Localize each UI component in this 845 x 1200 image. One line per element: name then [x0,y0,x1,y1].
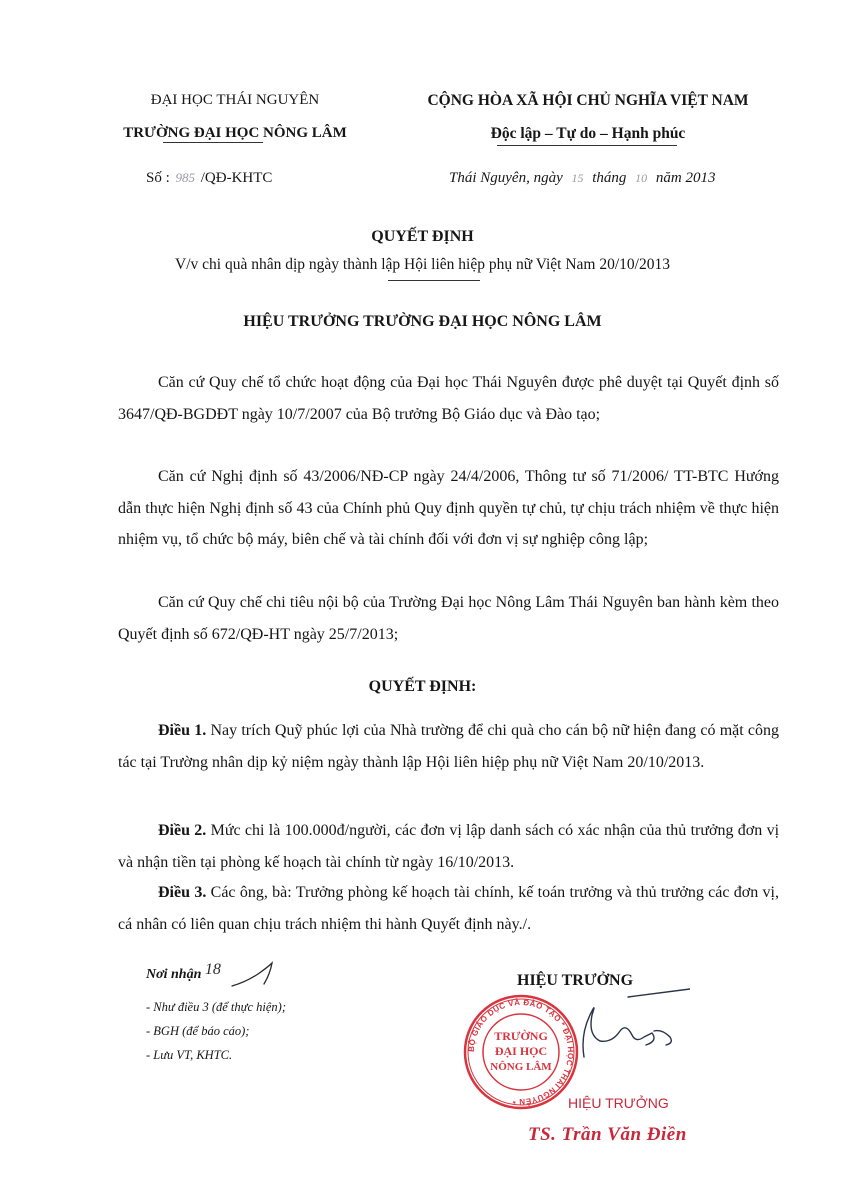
org-parent: ĐẠI HỌC THÁI NGUYÊN [150,92,320,108]
article-1 [118,715,779,778]
preamble-paragraph-2: Căn cứ Nghị định số 43/2006/NĐ-CP ngày 24/4/2006, Thông tư số 71/2006/ TT-BTC Hướng dẫn thực hiện Nghị định số 43 của Chính phủ Quy định quyền tự chủ, tự chịu trách nhiệm về thực hiện nhiệm vụ, tổ chức bộ máy, biên chế và tài chính đối với đơn vị sự nghiệp công lập; [118,468,779,548]
stamp-title: HIỆU TRƯỞNG [568,1095,669,1111]
handwritten-signature [540,985,690,1065]
number-label: Số : [146,170,170,186]
seal-center-line: NÔNG LÂM [490,1061,552,1073]
document-type-title: QUYẾT ĐỊNH [371,228,474,245]
number-suffix: /QĐ-KHTC [200,170,273,186]
recipients-handwritten-stroke [228,960,278,994]
decision-heading: QUYẾT ĐỊNH: [368,678,477,695]
seal-center-line: ĐẠI HỌC [494,1044,548,1058]
recipient-item: - Lưu VT, KHTC. [146,1048,233,1062]
article-3-label: Điều 3. [158,884,207,901]
article-2-text: Mức chi là 100.000đ/người, các đơn vị lập danh sách có xác nhận của thủ trưởng đơn vị và nhận tiền tại phòng kế hoạch tài chính từ ngày 16/10/2013. [118,822,780,871]
place-date-prefix: Thái Nguyên, ngày [449,170,563,186]
place-date [449,170,716,187]
recipients-label: Nơi nhận [146,967,202,982]
preamble-paragraph-1: Căn cứ Quy chế tổ chức hoạt động của Đại học Thái Nguyên được phê duyệt tại Quyết định số 3647/QĐ-BGDĐT ngày 10/7/2007 của Bộ trưởng Bộ Giáo dục và Đào tạo; [118,374,779,423]
recipients-heading [146,961,221,983]
year-label: năm 2013 [655,170,716,186]
org-name: TRƯỜNG ĐẠI HỌC NÔNG LÂM [123,125,347,141]
motto-underline [497,145,677,146]
seal-center-line: TRƯỜNG [494,1029,548,1043]
month-handwritten: 10 [635,171,648,185]
month-label: tháng [592,170,627,186]
subject-underline [388,280,480,281]
day-handwritten: 15 [571,171,584,185]
article-1-text: Nay trích Quỹ phúc lợi của Nhà trường để chi quà cho cán bộ nữ hiện đang có mặt công tác tại Trường nhân dịp kỷ niệm ngày thành lập Hội liên hiệp phụ nữ Việt Nam 20/10/2013. [118,722,780,771]
recipient-item: - Như điều 3 (để thực hiện); [146,1000,286,1014]
signer-name: TS. Trần Văn Điền [528,1124,687,1145]
document-subject: V/v chi quà nhân dịp ngày thành lập Hội liên hiệp phụ nữ Việt Nam 20/10/2013 [175,256,670,273]
article-1-label: Điều 1. [158,722,207,739]
national-motto: Độc lập – Tự do – Hạnh phúc [490,125,686,142]
recipients-count-handwritten: 18 [204,961,221,978]
article-2 [118,815,779,878]
article-3 [118,877,779,940]
issuing-authority: HIỆU TRƯỞNG TRƯỜNG ĐẠI HỌC NÔNG LÂM [243,313,602,330]
seal-ring-text: BỘ GIÁO DỤC VÀ ĐÀO TẠO * ĐẠI HỌC THÁI NGUYÊN * [466,997,576,1107]
country-name: CỘNG HÒA XÃ HỘI CHỦ NGHĨA VIỆT NAM [427,92,749,109]
document-number [146,170,272,187]
number-handwritten: 985 [175,170,196,185]
recipient-item: - BGH (để báo cáo); [146,1024,250,1038]
article-2-label: Điều 2. [158,822,207,839]
signature-title: HIỆU TRƯỞNG [517,972,634,989]
preamble-paragraph-3: Căn cứ Quy chế chi tiêu nội bộ của Trường Đại học Nông Lâm Thái Nguyên ban hành kèm theo Quyết định số 672/QĐ-HT ngày 25/7/2013; [118,594,779,643]
article-3-text: Các ông, bà: Trưởng phòng kế hoạch tài chính, kế toán trưởng và thủ trưởng các đơn vị, cá nhân có liên quan chịu trách nhiệm thi hành Quyết định này./. [118,884,780,933]
org-name-underline [163,142,263,143]
